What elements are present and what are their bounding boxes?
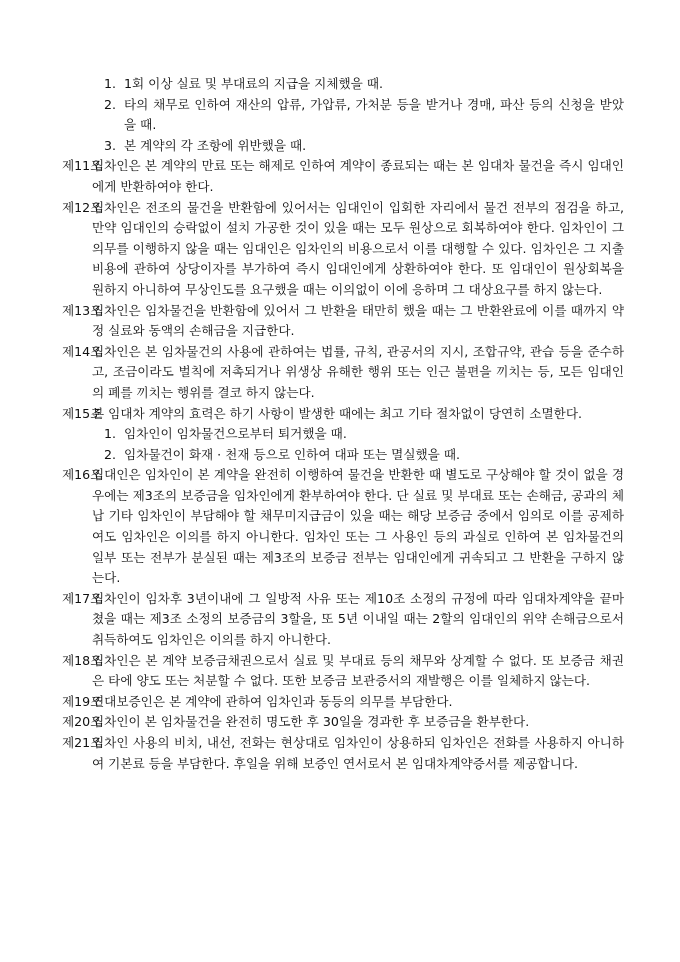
item-text: 본 계약의 각 조항에 위반했을 때. bbox=[124, 137, 307, 153]
article-text: 임차인은 본 계약 보증금채권으로서 실료 및 부대료 등의 채무와 상계할 수 없다. 또 보증금 채권은 타에 양도 또는 처분할 수 없다. 또한 보증금 보관증서의 재발행은 이를 일체하지 않는다. bbox=[92, 652, 624, 689]
item-text: 임차물건이 화재 · 천재 등으로 인하여 대파 또는 멸실했을 때. bbox=[124, 446, 461, 462]
article-19 bbox=[62, 692, 624, 713]
document-body bbox=[62, 74, 624, 774]
article-text: 임대인은 임차인이 본 계약을 완전히 이행하여 물건을 반환한 때 별도로 구상해야 할 것이 없을 경우에는 제3조의 보증금을 임차인에게 환부하여야 한다. 단 실료 및 부대료 또는 손해금, 공과의 체납 기타 임차인이 부담해야 할 채무미지급금이 있을 때는 해당 보증금 중에서 임의로 이를 공제하여도 임차인은 이의를 하지 아니한다. 임차인 또는 그 사용인 등의 과실로 인하여 본 임차물건의 일부 또는 전부가 분실된 때는 제3조의 보증금 전부는 임대인에게 귀속되고 그 반환을 구하지 않는다. bbox=[92, 467, 624, 586]
article-text: 임차인은 임차물건을 반환함에 있어서 그 반환을 태만히 했을 때는 그 반환완료에 이를 때까지 약정 실료와 동액의 손해금을 지급한다. bbox=[92, 302, 624, 339]
article-text: 임차인이 본 임차물건을 완전히 명도한 후 30일을 경과한 후 보증금을 환부한다. bbox=[92, 714, 530, 730]
article-number: 제17조 bbox=[62, 590, 103, 606]
article-13 bbox=[62, 301, 624, 342]
article-number: 제13조 bbox=[62, 302, 103, 318]
article-number: 제19조 bbox=[62, 693, 103, 709]
item-number: 3. bbox=[104, 137, 117, 153]
article-text: 임차인은 전조의 물건을 반환함에 있어서는 임대인이 입회한 자리에서 물건 전부의 점검을 하고, 만약 임대인의 승락없이 설치 가공한 것이 있을 때는 모두 원상으로 회복하여야 한다. 임차인이 그 의무를 이행하지 않을 때는 임대인은 임차인의 비용으로서 이를 대행할 수 있다. 임차인은 그 지출비용에 관하여 상당이자를 부가하여 즉시 임대인에게 상환하여야 한다. 또 임대인이 원상회복을 원하지 아니하여 무상인도를 요구했을 때는 이의없이 이에 응하며 그 대상요구를 하지 않는다. bbox=[92, 199, 624, 297]
article-text: 임차인 사용의 비치, 내선, 전화는 현상대로 임차인이 상용하되 임차인은 전화를 사용하지 아니하여 기본료 등을 부담한다. 후일을 위해 보증인 연서로서 본 임대차계약증서를 제공합니다. bbox=[92, 735, 624, 771]
article-number: 제11조 bbox=[62, 158, 103, 174]
article-21 bbox=[62, 733, 624, 774]
article-number: 제21조 bbox=[62, 735, 103, 750]
item-number: 1. bbox=[104, 426, 117, 442]
item-number: 2. bbox=[104, 446, 117, 462]
article-16 bbox=[62, 465, 624, 589]
article-text: 본 임대차 계약의 효력은 하기 사항이 발생한 때에는 최고 기타 절차없이 당연히 소멸한다. bbox=[92, 405, 583, 421]
article-17 bbox=[62, 589, 624, 651]
article-number: 제12조 bbox=[62, 199, 103, 215]
article-text: 임차인은 본 임차물건의 사용에 관하여는 법률, 규칙, 관공서의 지시, 조합규약, 관습 등을 준수하고, 조금이라도 벌칙에 저촉되거나 위생상 유해한 행위 또는 인근 불편을 끼치는 등, 모든 임대인의 폐를 끼치는 행위를 결코 하지 않는다. bbox=[92, 343, 624, 400]
article-18 bbox=[62, 651, 624, 692]
list-item bbox=[62, 445, 624, 466]
article-15 bbox=[62, 404, 624, 425]
article-11 bbox=[62, 156, 624, 197]
item-text: 임차인이 임차물건으로부터 퇴거했을 때. bbox=[124, 426, 347, 442]
item-number: 1. bbox=[104, 76, 117, 91]
article-number: 제14조 bbox=[62, 343, 103, 359]
article-text: 연대보증인은 본 계약에 관하여 임차인과 동등의 의무를 부담한다. bbox=[92, 693, 453, 709]
article-text: 임차인이 임차후 3년이내에 그 일방적 사유 또는 제10조 소정의 규정에 따라 임대차계약을 끝마쳤을 때는 제3조 소정의 보증금의 3할을, 또 5년 이내일 때는 2할의 임대인의 위약 손해금으로서 취득하여도 임차인은 이의를 하지 아니한다. bbox=[92, 590, 624, 648]
article-12 bbox=[62, 198, 624, 301]
article-number: 제20조 bbox=[62, 714, 103, 730]
article-text: 임차인은 본 계약의 만료 또는 해제로 인하여 계약이 종료되는 때는 본 임대차 물건을 즉시 임대인에게 반환하여야 한다. bbox=[92, 158, 624, 194]
article-14 bbox=[62, 342, 624, 404]
article-number: 제18조 bbox=[62, 652, 103, 668]
list-item bbox=[62, 74, 624, 95]
item-text: 타의 채무로 인하여 재산의 압류, 가압류, 가처분 등을 받거나 경매, 파산 등의 신청을 받았을 때. bbox=[124, 96, 624, 133]
article-number: 제15조 bbox=[62, 405, 103, 421]
list-item bbox=[62, 136, 624, 157]
item-number: 2. bbox=[104, 96, 117, 112]
list-item bbox=[62, 424, 624, 445]
article-number: 제16조 bbox=[62, 467, 103, 483]
article-20 bbox=[62, 712, 624, 733]
item-text: 1회 이상 실료 및 부대료의 지급을 지체했을 때. bbox=[124, 76, 384, 91]
list-item bbox=[62, 95, 624, 136]
